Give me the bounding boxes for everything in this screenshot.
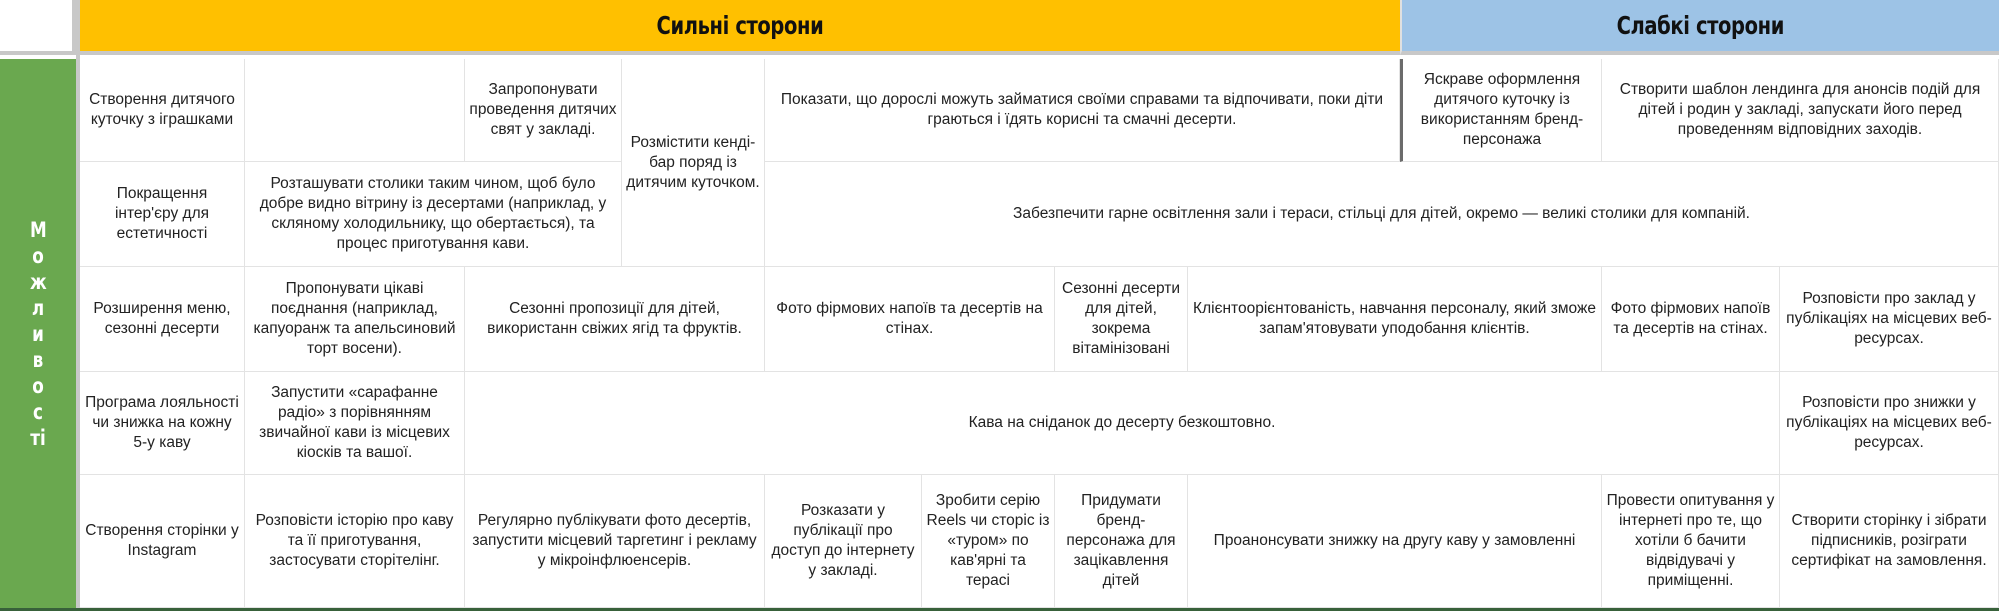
side-label-text: Можливості [30,217,47,450]
table-cell[interactable]: Сезонні десерти для дітей, зокрема вітамінізовані [1055,267,1188,372]
table-cell[interactable]: Клієнтоорієнтованість, навчання персоналу, який зможе запам'ятовувати уподобання клієнтів. [1188,267,1602,372]
header-strengths [80,0,1400,55]
table-cell[interactable]: Фото фірмових напоїв та десертів на стінах. [765,267,1055,372]
side-label-opportunities [0,59,76,608]
table-cell[interactable]: Провести опитування у інтернеті про те, що хотіли б бачити відвідувачі у приміщенні. [1602,475,1780,608]
table-cell[interactable]: Сезонні пропозиції для дітей, використанн свіжих ягід та фруктів. [465,267,765,372]
table-cell[interactable]: Запустити «сарафанне радіо» з порівнянням звичайної кави із місцевих кіосків та вашої. [245,372,465,475]
table-cell[interactable]: Розповісти історію про каву та її приготування, застосувати сторітелінг. [245,475,465,608]
table-cell[interactable]: Показати, що дорослі можуть займатися своїми справами та відпочивати, поки діти граються і їдять корисні та смачні десерти. [765,59,1400,162]
table-cell[interactable]: Придумати бренд-персонажа для зацікавлення дітей [1055,475,1188,608]
table-cell[interactable]: Проанонсувати знижку на другу каву у замовленні [1188,475,1602,608]
table-cell[interactable]: Регулярно публікувати фото десертів, запустити місцевий таргетинг і рекламу у мікроінфлюенсерів. [465,475,765,608]
opportunity-cell[interactable]: Створення сторінки у Instagram [80,475,245,608]
table-cell[interactable]: Створити шаблон лендинга для анонсів подій для дітей і родин у закладі, запускати його перед проведенням відповідних заходів. [1602,59,1999,162]
table-cell[interactable]: Зробити серію Reels чи сторіс із «туром» по кав'ярні та терасі [922,475,1055,608]
table-cell[interactable]: Створити сторінку і зібрати підписників, розіграти сертифікат на замовлення. [1780,475,1999,608]
table-cell[interactable] [245,59,465,162]
table-cell[interactable]: Розповісти про знижки у публікаціях на місцевих веб-ресурсах. [1780,372,1999,475]
opportunity-cell[interactable]: Покращення інтер'єру для естетичності [80,162,245,267]
swot-grid [80,59,1999,608]
opportunity-cell[interactable]: Програма лояльності чи знижка на кожну 5-у каву [80,372,245,475]
table-cell[interactable]: Розмістити кенді-бар поряд із дитячим куточком. [622,59,765,267]
table-cell[interactable]: Фото фірмових напоїв та десертів на стінах. [1602,267,1780,372]
table-cell[interactable]: Розповісти про заклад у публікаціях на місцевих веб-ресурсах. [1780,267,1999,372]
opportunity-cell[interactable]: Створення дитячого куточку з іграшками [80,59,245,162]
table-cell[interactable]: Розташувати столики таким чином, щоб було добре видно вітрину із десертами (наприклад, у скляному холодильнику, що обертається), та процес приготування кави. [245,162,622,267]
header-strengths-label: Сильні сторони [656,11,824,40]
corner-cell [0,0,76,55]
table-cell[interactable]: Пропонувати цікаві поєднання (наприклад, капуоранж та апельсиновий торт восени). [245,267,465,372]
table-cell[interactable]: Кава на сніданок до десерту безкоштовно. [465,372,1780,475]
table-cell[interactable]: Запропонувати проведення дитячих свят у закладі. [465,59,622,162]
table-cell[interactable]: Забезпечити гарне освітлення зали і тераси, стільці для дітей, окремо — великі столики для компаній. [765,162,1999,267]
header-weaknesses [1400,0,1999,55]
opportunity-cell[interactable]: Розширення меню, сезонні десерти [80,267,245,372]
table-cell[interactable]: Розказати у публікації про доступ до інтернету у закладі. [765,475,922,608]
header-weaknesses-label: Слабкі сторони [1616,11,1785,40]
table-cell[interactable]: Яскраве оформлення дитячого куточку із використанням бренд-персонажа [1400,59,1602,162]
